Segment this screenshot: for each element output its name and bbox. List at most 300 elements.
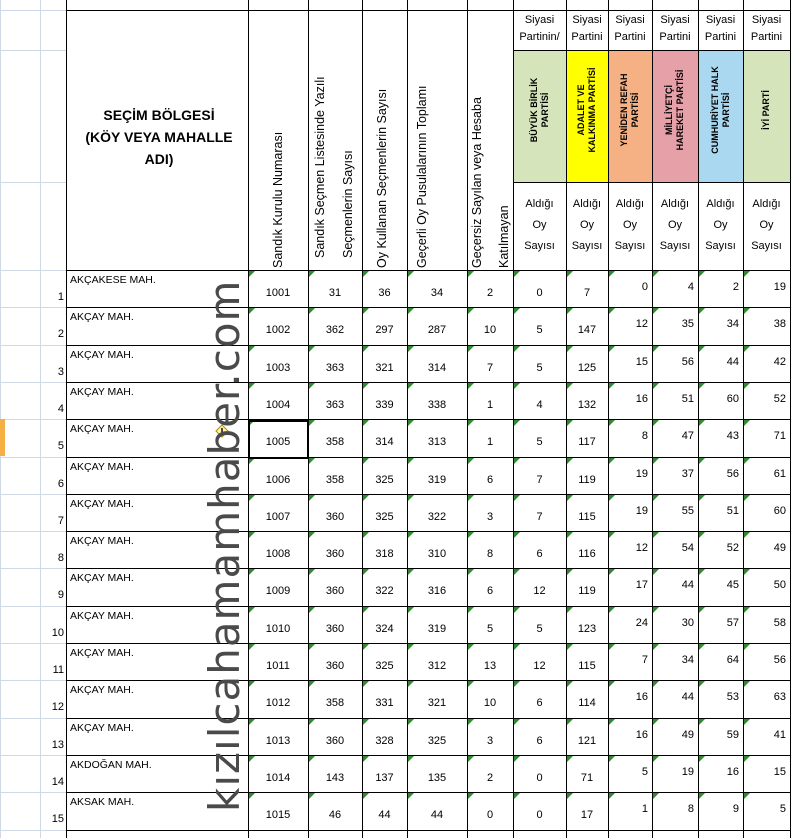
cell-akp[interactable]: 114 [578, 697, 596, 709]
cell-yrp[interactable]: 8 [641, 430, 648, 442]
party-name-line1: CUMHURİYET HALK [709, 66, 720, 154]
cell-mhp[interactable]: 55 [681, 505, 694, 517]
cell-iyi[interactable]: 52 [773, 393, 786, 405]
cell-iyi[interactable]: 71 [773, 430, 786, 442]
grid-line [0, 50, 66, 51]
grid-line [0, 830, 66, 831]
cell-gecerli[interactable]: 44 [430, 809, 444, 821]
cell-akp[interactable]: 121 [577, 735, 597, 747]
cell-iyi[interactable]: 19 [773, 281, 786, 293]
col-header-sandik: Sandık Kurulu Numarası [271, 131, 285, 268]
cell-akp[interactable]: 119 [578, 585, 596, 597]
region-name-cell[interactable]: AKÇAY MAH. [70, 461, 134, 473]
cell-iyi[interactable]: 49 [773, 542, 786, 554]
error-indicator-icon [363, 383, 369, 389]
region-title [66, 104, 252, 170]
row-number[interactable]: 2 [57, 328, 64, 340]
region-name-cell[interactable]: AKÇAY MAH. [70, 610, 134, 622]
cell-bbp[interactable]: 12 [533, 585, 546, 597]
row-number[interactable]: 4 [57, 403, 64, 415]
cell-iyi[interactable]: 63 [773, 691, 786, 703]
error-indicator-icon [609, 607, 615, 613]
row-number[interactable]: 13 [51, 739, 64, 751]
aldigi-oy-sayisi-label [743, 194, 790, 257]
region-name-cell[interactable]: AKÇAY MAH. [70, 572, 134, 584]
cell-sandik[interactable]: 1009 [265, 585, 291, 597]
cell-chp[interactable]: 52 [726, 542, 739, 554]
cell-sandik[interactable]: 1006 [265, 474, 291, 486]
row-number[interactable]: 5 [57, 440, 64, 452]
cell-sandik[interactable]: 1012 [265, 697, 291, 709]
error-indicator-icon [609, 532, 615, 538]
grid-line [66, 307, 790, 308]
col-header-yazili-2: Seçmenlerin Sayısı [341, 150, 355, 258]
cell-gecersiz[interactable]: 5 [486, 623, 494, 635]
error-indicator-icon [514, 532, 520, 538]
cell-kullanan[interactable]: 321 [375, 362, 394, 374]
cell-iyi[interactable]: 5 [779, 803, 786, 815]
party-name-line2: KALKINMA PARTİSİ [587, 67, 597, 153]
region-name-cell[interactable]: AKÇAY MAH. [70, 423, 134, 435]
error-indicator-icon [309, 346, 315, 352]
cell-bbp[interactable]: 6 [536, 548, 543, 560]
cell-sandik[interactable]: 1004 [265, 399, 291, 411]
cell-bbp[interactable]: 5 [536, 362, 543, 374]
error-indicator-icon [468, 532, 474, 538]
grid-line [66, 792, 790, 793]
cell-sandik[interactable]: 1003 [265, 362, 291, 374]
error-indicator-icon [653, 420, 659, 426]
cell-sandik[interactable]: 1001 [265, 287, 291, 299]
col-header-gecersiz-2: Katılmayan [497, 205, 511, 268]
row-number[interactable]: 11 [52, 664, 64, 676]
party-name-line1: BÜYÜK BİRLİK [528, 77, 539, 143]
error-indicator-icon [653, 793, 659, 799]
cell-yrp[interactable]: 16 [635, 393, 648, 405]
party-name-line1: ADALET VE [576, 84, 586, 136]
region-name-cell[interactable]: AKDOĞAN MAH. [70, 759, 152, 771]
party-name-0 [529, 52, 551, 168]
cell-yrp[interactable]: 12 [635, 318, 648, 330]
cell-gecersiz[interactable]: 1 [486, 436, 494, 448]
cell-sandik[interactable]: 1011 [266, 660, 290, 672]
error-indicator-icon [653, 495, 659, 501]
cell-mhp[interactable]: 47 [681, 430, 694, 442]
row-number[interactable]: 9 [57, 589, 64, 601]
cell-chp[interactable]: 34 [726, 318, 739, 330]
row-number[interactable]: 1 [57, 291, 64, 303]
error-indicator-icon [249, 346, 255, 352]
cell-gecersiz[interactable]: 10 [483, 324, 497, 336]
region-name-cell[interactable]: AKÇAY MAH. [70, 647, 134, 659]
siyasi-text: Siyasi [751, 14, 782, 26]
cell-chp[interactable]: 60 [726, 393, 739, 405]
error-indicator-icon [514, 495, 520, 501]
cell-kullanan[interactable]: 331 [375, 697, 394, 709]
cell-bbp[interactable]: 7 [536, 474, 543, 486]
cell-bbp[interactable]: 6 [536, 735, 543, 747]
cell-yrp[interactable]: 15 [635, 356, 648, 368]
error-indicator-icon [249, 532, 255, 538]
cell-yazili[interactable]: 143 [325, 772, 345, 784]
col-header-gecersiz-1: Geçersiz Sayılan veya Hesaba [470, 97, 484, 268]
region-name-cell[interactable]: AKÇAKESE MAH. [70, 274, 156, 286]
cell-bbp[interactable]: 0 [536, 287, 543, 299]
siyasi-text: Siyasi [660, 14, 690, 26]
cell-sandik[interactable]: 1015 [265, 809, 291, 821]
error-indicator-icon [699, 308, 705, 314]
cell-sandik[interactable]: 1007 [265, 511, 291, 523]
error-indicator-icon [514, 644, 520, 650]
cell-yrp[interactable]: 19 [635, 468, 648, 480]
cell-yazili[interactable]: 360 [325, 735, 345, 747]
error-indicator-icon [408, 346, 414, 352]
sayisi-text: Sayısı [571, 240, 603, 252]
region-name-cell[interactable]: AKÇAY MAH. [70, 684, 134, 696]
cell-sandik[interactable]: 1005 [265, 436, 291, 448]
cell-gecerli[interactable]: 316 [427, 585, 447, 597]
cell-gecerli[interactable]: 34 [430, 287, 444, 299]
cell-yazili[interactable]: 360 [325, 623, 345, 635]
error-indicator-icon [653, 308, 659, 314]
error-indicator-icon [744, 383, 750, 389]
sayisi-text: Sayısı [705, 240, 736, 252]
grid-line [0, 457, 66, 458]
col-header-oy-kullanan: Oy Kullanan Seçmenlerin Sayısı [375, 88, 389, 268]
cell-iyi[interactable]: 15 [773, 766, 786, 778]
error-indicator-icon [468, 271, 474, 277]
cell-yrp[interactable]: 24 [635, 617, 648, 629]
cell-bbp[interactable]: 5 [536, 324, 543, 336]
cell-gecersiz[interactable]: 0 [486, 809, 494, 821]
cell-yrp[interactable]: 17 [635, 579, 648, 591]
error-indicator-icon [653, 383, 659, 389]
cell-gecerli[interactable]: 338 [427, 399, 447, 411]
error-indicator-icon [653, 271, 659, 277]
cell-gecersiz[interactable]: 2 [486, 772, 494, 784]
cell-mhp[interactable]: 19 [681, 766, 694, 778]
cell-iyi[interactable]: 60 [773, 505, 786, 517]
cell-kullanan[interactable]: 328 [375, 735, 394, 747]
party-name-4 [710, 52, 732, 168]
cell-yrp[interactable]: 16 [635, 691, 648, 703]
row-number[interactable]: 6 [57, 478, 64, 490]
error-indicator-icon [653, 532, 659, 538]
cell-yrp[interactable]: 1 [641, 803, 648, 815]
cell-gecersiz[interactable]: 6 [486, 474, 494, 486]
cell-kullanan[interactable]: 36 [378, 287, 391, 299]
error-indicator-icon [567, 308, 573, 314]
cell-akp[interactable]: 115 [578, 511, 596, 523]
error-indicator-icon [744, 719, 750, 725]
cell-gecersiz[interactable]: 8 [486, 548, 494, 560]
error-indicator-icon [363, 644, 369, 650]
cell-gecersiz[interactable]: 3 [486, 511, 494, 523]
cell-gecersiz[interactable]: 10 [483, 697, 497, 709]
cell-iyi[interactable]: 61 [773, 468, 786, 480]
error-indicator-icon [363, 607, 369, 613]
cell-iyi[interactable]: 50 [773, 579, 786, 591]
cell-mhp[interactable]: 44 [681, 579, 694, 591]
cell-gecersiz[interactable]: 2 [486, 287, 494, 299]
col-header-yazili-1: Sandık Seçmen Listesinde Yazılı [313, 76, 327, 258]
grid-line [0, 10, 66, 11]
party-name-line1: MİLLİYETÇİ [664, 85, 674, 135]
cell-gecerli[interactable]: 135 [427, 772, 447, 784]
cell-yazili[interactable]: 363 [325, 362, 345, 374]
region-name-cell[interactable]: AKÇAY MAH. [70, 535, 134, 547]
cell-akp[interactable]: 117 [578, 436, 596, 448]
cell-gecerli[interactable]: 319 [427, 474, 447, 486]
cell-iyi[interactable]: 58 [773, 617, 786, 629]
error-indicator-icon [514, 793, 520, 799]
error-indicator-icon [249, 569, 255, 575]
error-indicator-icon [514, 719, 520, 725]
cell-gecerli[interactable]: 312 [427, 660, 447, 672]
error-indicator-icon [408, 271, 414, 277]
cell-chp[interactable]: 64 [726, 654, 739, 666]
row-number[interactable]: 12 [51, 701, 64, 713]
cell-gecersiz[interactable]: 1 [486, 399, 494, 411]
cell-akp[interactable]: 132 [577, 399, 597, 411]
error-indicator-icon [408, 607, 414, 613]
region-name-cell[interactable]: AKÇAY MAH. [70, 386, 134, 398]
cell-mhp[interactable]: 4 [687, 281, 694, 293]
cell-sandik[interactable]: 1002 [265, 324, 291, 336]
cell-sandik[interactable]: 1014 [265, 772, 291, 784]
cell-chp[interactable]: 56 [726, 468, 739, 480]
error-indicator-icon [249, 681, 255, 687]
cell-yazili[interactable]: 363 [325, 399, 345, 411]
row-number[interactable]: 14 [51, 776, 64, 788]
error-indicator-icon [514, 271, 520, 277]
cell-yrp[interactable]: 5 [641, 766, 648, 778]
cell-bbp[interactable]: 0 [536, 809, 543, 821]
cell-chp[interactable]: 59 [726, 729, 739, 741]
cell-mhp[interactable]: 35 [681, 318, 694, 330]
error-indicator-icon [744, 607, 750, 613]
error-indicator-icon [363, 719, 369, 725]
error-indicator-icon [408, 756, 414, 762]
error-indicator-icon [468, 383, 474, 389]
error-indicator-icon [468, 607, 474, 613]
error-indicator-icon [567, 532, 573, 538]
cell-yrp[interactable]: 12 [635, 542, 648, 554]
error-indicator-icon [567, 607, 573, 613]
cell-yazili[interactable]: 46 [328, 809, 342, 821]
error-indicator-icon [468, 569, 474, 575]
party-name-line1: İYİ PARTİ [760, 90, 771, 130]
cell-kullanan[interactable]: 297 [375, 324, 394, 336]
error-indicator-icon [363, 495, 369, 501]
error-indicator-icon [363, 793, 369, 799]
cell-akp[interactable]: 71 [580, 772, 594, 784]
region-name-cell[interactable]: AKSAK MAH. [70, 796, 135, 808]
selected-cell[interactable] [248, 420, 309, 459]
cell-gecerli[interactable]: 322 [427, 511, 447, 523]
cell-gecerli[interactable]: 319 [427, 623, 447, 635]
cell-mhp[interactable]: 51 [681, 393, 694, 405]
cell-iyi[interactable]: 38 [773, 318, 786, 330]
cell-kullanan[interactable]: 325 [375, 660, 394, 672]
cell-yazili[interactable]: 358 [325, 697, 345, 709]
cell-kullanan[interactable]: 339 [375, 399, 394, 411]
cell-kullanan[interactable]: 137 [375, 772, 394, 784]
cell-sandik[interactable]: 1010 [265, 623, 291, 635]
error-indicator-icon [514, 420, 520, 426]
cell-mhp[interactable]: 8 [687, 803, 694, 815]
aldigi-text: Aldığı [660, 198, 690, 210]
aldigi-oy-sayisi-label [513, 194, 566, 257]
cell-yazili[interactable]: 358 [325, 474, 345, 486]
cell-yazili[interactable]: 360 [325, 585, 345, 597]
cell-bbp[interactable]: 7 [536, 511, 543, 523]
error-indicator-icon [609, 569, 615, 575]
region-name-cell[interactable]: AKÇAY MAH. [70, 722, 134, 734]
cell-akp[interactable]: 7 [583, 287, 591, 299]
cell-chp[interactable]: 9 [732, 803, 739, 815]
error-indicator-icon [653, 719, 659, 725]
cell-sandik[interactable]: 1008 [265, 548, 291, 560]
cell-akp[interactable]: 119 [578, 474, 596, 486]
cell-iyi[interactable]: 41 [773, 729, 786, 741]
grid-line [0, 755, 66, 756]
cell-akp[interactable]: 125 [577, 362, 597, 374]
cell-akp[interactable]: 147 [577, 324, 597, 336]
cell-bbp[interactable]: 4 [536, 399, 543, 411]
grid-line [0, 419, 5, 456]
error-indicator-icon [309, 383, 315, 389]
cell-chp[interactable]: 16 [726, 766, 739, 778]
error-indicator-icon [408, 569, 414, 575]
cell-mhp[interactable]: 30 [681, 617, 694, 629]
cell-mhp[interactable]: 34 [681, 654, 694, 666]
cell-gecersiz[interactable]: 6 [486, 585, 494, 597]
cell-yazili[interactable]: 31 [328, 287, 342, 299]
error-indicator-icon [653, 569, 659, 575]
cell-mhp[interactable]: 56 [681, 356, 694, 368]
grid-line [0, 718, 66, 719]
cell-gecerli[interactable]: 321 [427, 697, 447, 709]
error-indicator-icon [408, 644, 414, 650]
cell-yazili[interactable]: 360 [325, 548, 345, 560]
cell-kullanan[interactable]: 318 [375, 548, 394, 560]
cell-akp[interactable]: 123 [577, 623, 597, 635]
partinin-text: Partini [571, 31, 603, 43]
oy-text: Oy [532, 219, 547, 231]
oy-text: Oy [622, 219, 638, 231]
error-indicator-icon [363, 681, 369, 687]
error-indicator-icon [699, 420, 705, 426]
row-number[interactable]: 8 [57, 552, 64, 564]
error-indicator-icon [363, 271, 369, 277]
cell-kullanan[interactable]: 322 [375, 585, 394, 597]
cell-akp[interactable]: 17 [580, 809, 594, 821]
cell-akp[interactable]: 116 [578, 548, 596, 560]
region-name-cell[interactable]: AKÇAY MAH. [70, 349, 134, 361]
row-number[interactable]: 15 [51, 813, 64, 825]
cell-gecersiz[interactable]: 7 [486, 362, 494, 374]
error-indicator-icon [408, 383, 414, 389]
error-indicator-icon [363, 346, 369, 352]
cell-gecerli[interactable]: 325 [427, 735, 447, 747]
cell-chp[interactable]: 43 [726, 430, 739, 442]
error-indicator-icon [609, 383, 615, 389]
cell-gecersiz[interactable]: 13 [483, 660, 497, 672]
error-indicator-icon [609, 681, 615, 687]
error-indicator-icon [653, 607, 659, 613]
cell-bbp[interactable]: 5 [536, 623, 543, 635]
cell-bbp[interactable]: 6 [536, 697, 543, 709]
error-indicator-icon [249, 607, 255, 613]
cell-chp[interactable]: 2 [732, 281, 739, 293]
cell-yrp[interactable]: 0 [641, 281, 648, 293]
error-indicator-icon [653, 346, 659, 352]
cell-kullanan[interactable]: 325 [375, 474, 394, 486]
grid-line [513, 50, 790, 51]
cell-mhp[interactable]: 49 [681, 729, 694, 741]
error-indicator-icon [609, 308, 615, 314]
cell-kullanan[interactable]: 44 [378, 809, 391, 821]
grid-line [0, 419, 66, 420]
cell-chp[interactable]: 44 [726, 356, 739, 368]
grid-line [66, 606, 790, 607]
error-indicator-icon [744, 420, 750, 426]
cell-yazili[interactable]: 358 [325, 436, 345, 448]
cell-chp[interactable]: 53 [726, 691, 739, 703]
cell-gecerli[interactable]: 310 [427, 548, 447, 560]
row-number[interactable]: 7 [57, 515, 64, 527]
cell-bbp[interactable]: 12 [533, 660, 546, 672]
cell-mhp[interactable]: 54 [681, 542, 694, 554]
cell-kullanan[interactable]: 325 [375, 511, 394, 523]
region-name-cell[interactable]: AKÇAY MAH. [70, 498, 134, 510]
cell-yrp[interactable]: 19 [635, 505, 648, 517]
cell-gecerli[interactable]: 313 [427, 436, 447, 448]
error-indicator-icon [514, 346, 520, 352]
cell-bbp[interactable]: 0 [536, 772, 543, 784]
error-indicator-icon [653, 756, 659, 762]
row-number[interactable]: 3 [57, 366, 64, 378]
cell-yazili[interactable]: 360 [325, 511, 345, 523]
cell-sandik[interactable]: 1013 [265, 735, 291, 747]
error-indicator-icon [468, 420, 474, 426]
cell-yazili[interactable]: 362 [325, 324, 345, 336]
cell-iyi[interactable]: 42 [773, 356, 786, 368]
cell-gecerli[interactable]: 314 [427, 362, 447, 374]
cell-yazili[interactable]: 360 [325, 660, 345, 672]
cell-chp[interactable]: 57 [726, 617, 739, 629]
cell-yrp[interactable]: 7 [641, 654, 648, 666]
region-name-cell[interactable]: AKÇAY MAH. [70, 311, 134, 323]
cell-mhp[interactable]: 44 [681, 691, 694, 703]
cell-chp[interactable]: 45 [726, 579, 739, 591]
cell-akp[interactable]: 115 [578, 660, 596, 672]
cell-gecersiz[interactable]: 3 [486, 735, 494, 747]
error-indicator-icon [514, 607, 520, 613]
cell-kullanan[interactable]: 314 [375, 436, 394, 448]
aldigi-oy-sayisi-label [608, 194, 652, 257]
row-number[interactable]: 10 [51, 627, 64, 639]
cell-kullanan[interactable]: 324 [375, 623, 394, 635]
cell-iyi[interactable]: 56 [773, 654, 786, 666]
cell-mhp[interactable]: 37 [681, 468, 694, 480]
aldigi-oy-sayisi-label [566, 194, 608, 257]
cell-bbp[interactable]: 5 [536, 436, 543, 448]
cell-chp[interactable]: 51 [726, 505, 739, 517]
cell-gecerli[interactable]: 287 [427, 324, 447, 336]
cell-yrp[interactable]: 16 [635, 729, 648, 741]
